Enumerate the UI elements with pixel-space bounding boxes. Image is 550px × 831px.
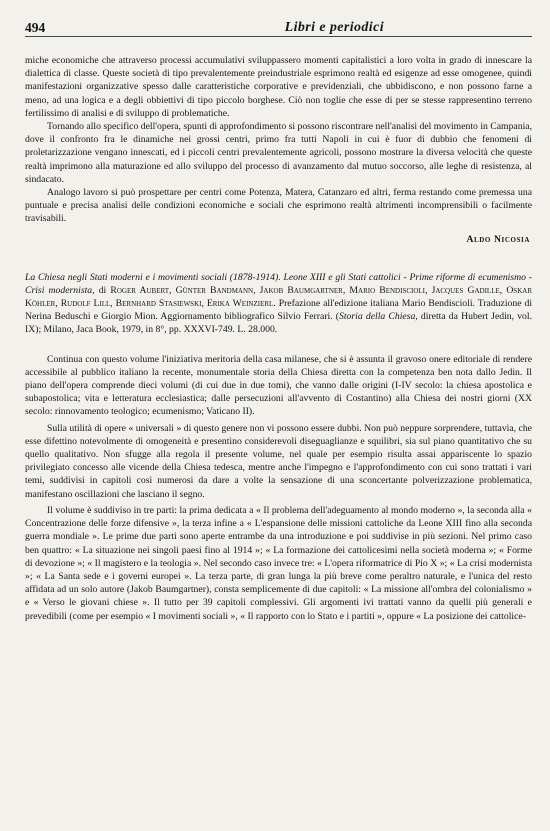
book-review-body (25, 353, 532, 623)
running-title: Libri e periodici (284, 20, 384, 35)
review-series-rest: diretta da Hubert Jedin, vol. IX); Milano, Jaca Book, 1979, in 8°, pp. XXXVI-749. L. 28.000. (25, 311, 533, 336)
article-continuation (25, 54, 532, 226)
book-review-heading (25, 271, 532, 337)
author-signature: Aldo Nicosia (466, 233, 530, 245)
page-number: 494 (25, 20, 46, 35)
running-header (25, 14, 532, 37)
paragraph: Analogo lavoro si può prospettare per centri come Potenza, Matera, Catanzaro ed altri, ferma restando come premessa una puntuale e precisa analisi delle condizioni economiche e sociali che esprimono realtà altrimenti incomprensibili o facilmente travisabili. (25, 187, 532, 225)
review-authors: Roger Aubert, Günter Bandmann, Jakob Baumgartner, Mario Bendiscioli, Jacques Gadille, Oskar Köhler, Rudolf Lill, Bernhard Stasiewski, Erika Weinzierl. (25, 284, 532, 310)
paragraph: Continua con questo volume l'iniziativa meritoria della casa milanese, che si è assunta il gravoso onere editoriale di rendere accessibile al pubblico italiano la recente, monumentale storia della Chiesa diretta con la competenza ben nota dallo Jedin. Il piano dell'opera comprende dieci volumi (di cui due in due tomi), che vanno dalle origini (I-IV secolo: la chiesa apostolica e subapostolica; vita e letteratura ecclesiastica; dalle persecuzioni all'avvento di Costantino) alla Chiesa dei nostri giorni (XX secolo: rinnovamento teologico; ecumenismo; Vaticano II). (25, 353, 532, 418)
paragraph: miche economiche che attraverso processi accumulativi sviluppassero momenti capitalistici a loro volta in grado di innescare la dialettica di classe. Queste società di tipo prevalentemente preindustriale esprimono realtà ed esigenze ad esse omogenee, quindi manifestazioni organizzative spesso dalle caratteristiche corporative e previdenziali, che ubbidiscono, e non possono farne a meno, ad una logica e a degli obbiettivi di tipo piccolo borghese. Ciò non toglie che esse di per se stesse rappresentino terreno fertilissimo di analisi e di sviluppo di problematiche. (25, 55, 532, 119)
review-book-title: La Chiesa negli Stati moderni e i movimenti sociali (1878-1914). Leone XIII e gli Stati cattolici - Prime riforme di ecumenismo - Crisi modernista, (25, 271, 532, 296)
paragraph: Sulla utilità di opere « universali » di questo genere non vi possono essere dubbi. Non può neppure sorprendere, tuttavia, che esse difettino notevolmente di omogeneità e presentino considerevoli diseguaglianze e squilibri, sia sul piano quantitativo che su quello qualitativo. Non sfugge alla regola il presente volume, nel quale per esempio risulta assai appariscente lo spazio privilegiato concesso alle vicende della Chiesa tedesca, mentre anche l'impegno e l'approfondimento con cui sono trattati i vari temi, suddivisi in capitoli così numerosi da dare a volte la sensazione di una sconcertante polverizzazione problematica, manifestano oscillazioni che lasciano il segno. (25, 422, 532, 500)
review-series: Storia della Chiesa, (339, 311, 418, 323)
paragraph: Tornando allo specifico dell'opera, spunti di approfondimento si possono riscontrare nell'analisi del movimento in Campania, dove il confronto fra le dinamiche nei grossi centri, primo fra tutti Napoli in cui è fuor di dubbio che fenomeni di proletarizzazione vengano innescati, ed i piccoli centri prevalentemente agricoli, possono mostrare la diversa velocità che queste realtà imprimono alla maturazione ed allo sviluppo del processo di avanzamento dal mutuo soccorso, alle leghe di resistenza, al sindacato. (25, 121, 532, 185)
review-details: Prefazione all'edizione italiana Mario Bendiscioli. Traduzione di Nerina Beduschi e Giorgio Mion. Aggiornamento bibliografico Silvio Ferrari. ( (25, 298, 533, 323)
review-authors-intro: di (94, 284, 111, 296)
paragraph: Il volume è suddiviso in tre parti: la prima dedicata a « Il problema dell'adeguamento al mondo moderno », la seconda alla « Concentrazione delle forze difensive », la terza infine a « L'espansione delle missioni cattoliche da Leone XIII fino alla seconda guerra mondiale ». Le prime due parti sono aperte entrambe da una introduzione e poi suddivise in più sezioni. Nel primo caso ben quattro: « La situazione nei singoli paesi fino al 1914 »; « La formazione dei cattolicesimi nella società moderna »; « Forme di devozione »; « Il magistero e la teologia ». Nel secondo caso invece tre: « L'opera riformatrice di Pio X »; « La crisi modernista »; « La Santa sede e i governi europei ». La terza parte, di gran lunga la più breve come peraltro naturale, e l'unica del resto affidata ad un solo autore (Jakob Baumgartner), consta semplicemente di due capitoli: « La missione all'ombra del colonialismo » e « Verso le giovani chiese ». Il tutto per 39 capitoli complessivi. Gli argomenti ivi trattati vanno da quelli più generali e prevedibili (come per esempio « I movimenti sociali », « Il rapporto con lo Stato e i partiti », oppure « La posizione dei cattolice- (25, 504, 532, 622)
